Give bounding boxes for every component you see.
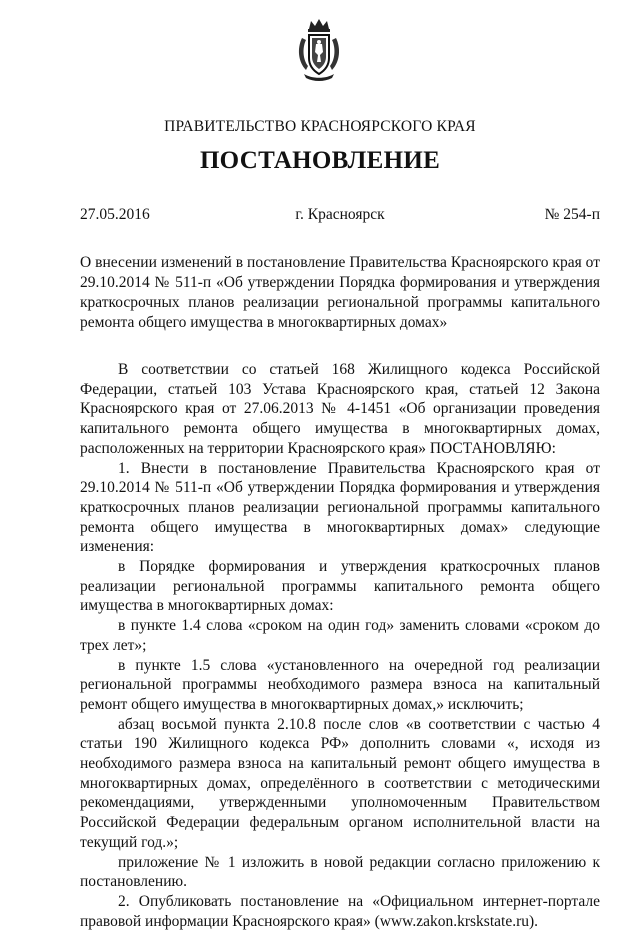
body-paragraph: 1. Внести в постановление Правительства Красноярского края от 29.10.2014 № 511-п «Об утверждении Порядка формирования и утверждения краткосрочных планов реализации региональной программы капитального ремонта общего имущества в многоквартирных домах» следующие изменения: — [80, 459, 600, 556]
body-paragraph: в пункте 1.4 слова «сроком на один год» заменить словами «сроком до трех лет»; — [80, 617, 600, 654]
document-type-heading: ПОСТАНОВЛЕНИЕ — [199, 147, 441, 174]
document-number: № 254-п — [544, 206, 600, 223]
government-title: ПРАВИТЕЛЬСТВО КРАСНОЯРСКОГО КРАЯ — [164, 118, 476, 135]
body-paragraph: в Порядке формирования и утверждения краткосрочных планов реализации региональной программы капитального ремонта общего имущества в многоквартирных домах: — [80, 558, 600, 615]
document-city: г. Красноярск — [295, 206, 385, 223]
coat-of-arms-icon — [296, 16, 342, 82]
body-paragraph: приложение № 1 изложить в новой редакции согласно приложению к постановлению. — [80, 853, 600, 891]
body-paragraph: в пункте 1.5 слова «установленного на очередной год реализации региональной программы необходимого размера взноса на капитальный ремонт общего имущества в многоквартирных домах,» исключить; — [80, 656, 600, 713]
document-body — [80, 360, 600, 931]
document-meta-row — [80, 206, 600, 226]
body-paragraph: 2. Опубликовать постановление на «Официальном интернет-портале правовой информации Красноярского края» (www.zakon.krskstate.ru). — [80, 892, 600, 930]
document-date: 27.05.2016 — [80, 206, 150, 223]
document-subject: О внесении изменений в постановление Правительства Красноярского края от 29.10.2014 № 511-п «Об утверждении Порядка формирования и утверждения краткосрочных планов реализации региональной программы капитального ремонта общего имущества в многоквартирных домах» — [80, 254, 600, 331]
body-paragraph: В соответствии со статьей 168 Жилищного кодекса Российской Федерации, статьей 103 Устава Красноярского края, статьей 12 Закона Красноярского края от 27.06.2013 № 4-1451 «Об организации проведения капитального ремонта общего имущества в многоквартирных домах, расположенных на территории Красноярского края» ПОСТАНОВЛЯЮ: — [80, 361, 600, 457]
body-paragraph: абзац восьмой пункта 2.10.8 после слов «в соответствии с частью 4 статьи 190 Жилищного кодекса РФ» дополнить словами «, исходя из необходимого размера взноса на капитальный ремонт общего имущества в многоквартирных домах, определённого в соответствии с методическими рекомендациями, утвержденными уполномоченным Правительством Российской Федерации федеральным органом исполнительной власти на текущий год.»; — [80, 715, 600, 851]
